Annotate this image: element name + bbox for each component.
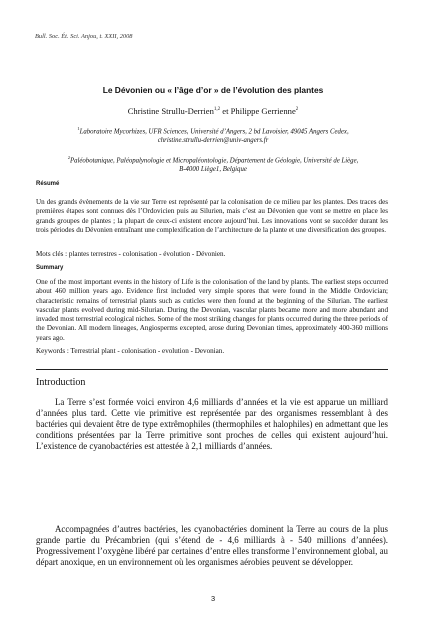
- intro-paragraph-1: [36, 397, 388, 452]
- article-title: Le Dévonien ou « l’âge d’or » de l’évolution des plantes: [102, 85, 324, 95]
- authors-line: [0, 106, 426, 116]
- paragraph-text: La Terre s’est formée voici environ 4,6 milliards d’années et la vie est apparue un milliard d’années plus tard. Cette vie primitive est représentée par des organismes ressemblant à des bactéries qui devaient être de type extrêmophiles (thermophiles et halophiles) en admettant que les conditions présentées par la Terre primitive sont proches de celles qui existent aujourd’hui. L’existence de cyanobactéries est attestée à 2,1 milliards d’années.: [36, 397, 388, 452]
- page-number: 3: [210, 594, 216, 603]
- affiliation-line: [55, 124, 371, 136]
- affiliation-text: Paléobotanique, Paléopalynologie et Micropaléontologie, Département de Géologie, Université de Liège,: [69, 157, 359, 165]
- affiliation-2: [55, 153, 371, 175]
- affiliation-line: [55, 153, 371, 165]
- running-header: Bull. Soc. Ét. Sci. Anjou, t. XXII, 2008: [35, 33, 133, 40]
- section-divider: [36, 369, 388, 370]
- affiliation-marker: 1: [77, 126, 80, 131]
- affiliation-marker: 2: [67, 155, 70, 160]
- author-affiliation-marker: 2: [295, 107, 299, 113]
- keywords: Keywords : Terrestrial plant - colonisation - evolution - Devonian.: [36, 347, 225, 355]
- intro-paragraph-2: [36, 524, 388, 568]
- author-affiliation-marker: 1,2: [213, 107, 221, 113]
- section-heading-introduction: Introduction: [36, 377, 86, 388]
- mots-cles: Mots clés : plantes terrestres - colonisation - évolution - Dévonien.: [36, 250, 226, 258]
- author-name: Christine Strullu-Derrien: [127, 106, 214, 116]
- resume-heading: Résumé: [36, 181, 60, 187]
- resume-paragraph: Un des grands évènements de la vie sur Terre est représenté par la colonisation de ce milieu par les plantes. Des traces des premières étapes sont connues dès l’Ordovicien puis au Silurien, mais c’est au Dévonien que vont se mettre en place les grands groupes de plantes ; la plupart de ceux-ci existent encore aujourd’hui. Les innovations vont se succéder durant les trois périodes du Dévonien entraînant une complexification de l’architecture de la plante et une diversification des groupes.: [36, 198, 388, 234]
- affiliation-text: Laboratoire Mycorhizes, UFR Sciences, Université d’Angers, 2 bd Lavoisier, 49045 Angers Cedex,: [79, 128, 349, 136]
- affiliation-address: B-4000 Liège1, Belgique: [179, 166, 247, 174]
- author-email: christine.strullu-derrien@univ-angers.fr: [157, 137, 269, 145]
- summary-paragraph: One of the most important events in the history of Life is the colonisation of the land by plants. The earliest steps occurred about 460 million years ago. Evidence first included very simple spores that were found in the Middle Ordovician; characteristic remains of terrestrial plants such as cuticles were then found at the beginning of the Silurian. The earliest vascular plants evolved during mid-Silurian. During the Devonian, vascular plants became more and more abundant and invaded most terrestrial ecological niches. Some of the most striking changes for plants occurred during the three periods of the Devonian. All modern lineages, Angiosperms excepted, arose during Devonian times, approximately 400-360 millions years ago.: [36, 278, 388, 342]
- author-conjunction: et Philippe Gerrienne: [220, 106, 296, 116]
- summary-heading: Summary: [36, 265, 64, 271]
- affiliation-1: [55, 124, 371, 146]
- paragraph-text: Accompagnées d’autres bactéries, les cyanobactéries dominent la Terre au cours de la plus grande partie du Précambrien (qui s’étend de - 4,6 milliards à - 540 millions d’années). Progressivement l’oxygène libéré par certaines d’entre elles transforme l’environnement global, au départ anoxique, en un environnement où les organismes aérobies peuvent se développer.: [36, 524, 388, 568]
